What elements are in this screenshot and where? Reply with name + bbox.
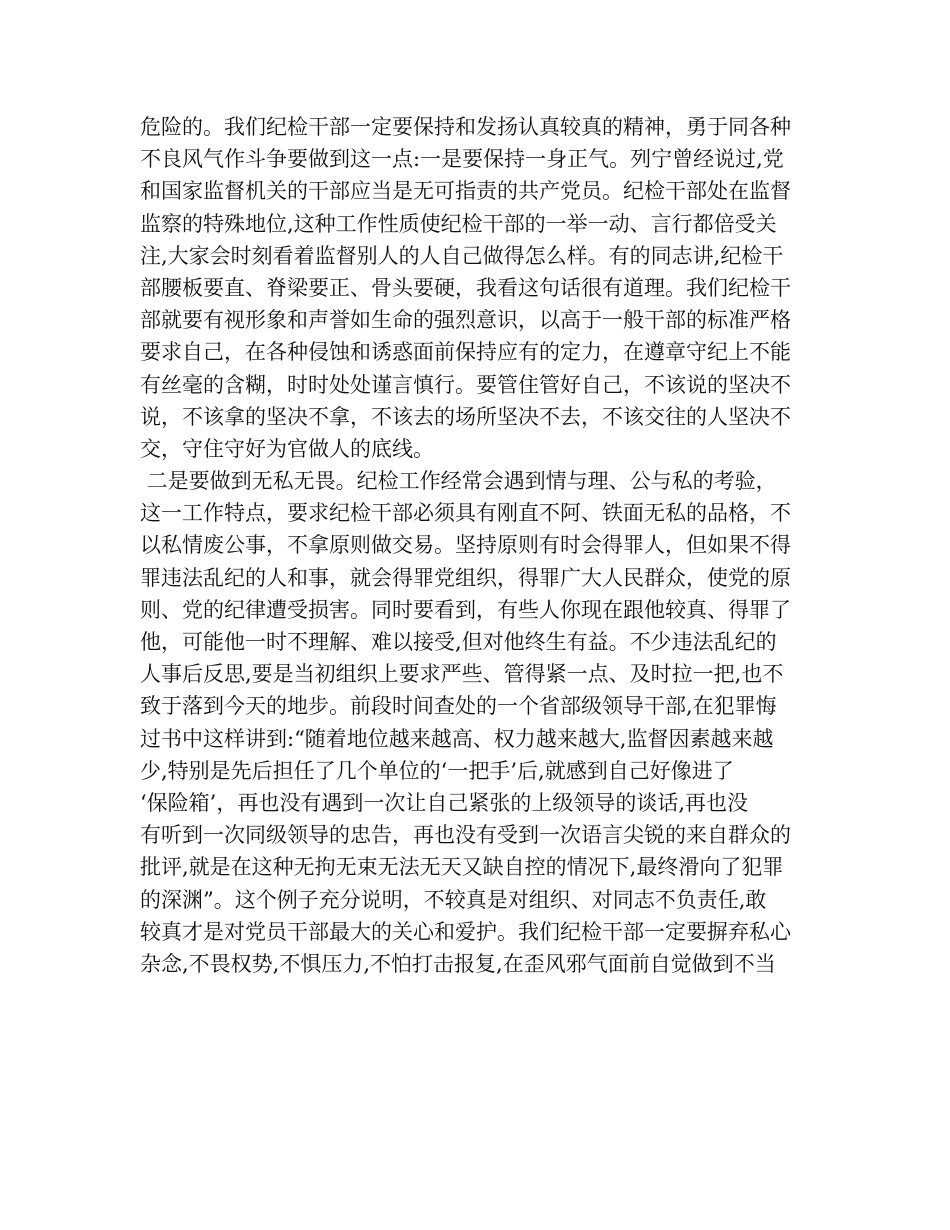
- text-line: 要求自己，在各种侵蚀和诱惑面前保持应有的定力，在遵章守纪上不能: [140, 340, 791, 365]
- text-line: 人事后反思,要是当初组织上要求严些、管得紧一点、及时拉一把,也不: [140, 662, 784, 687]
- text-line: 有丝毫的含糊，时时处处谨言慎行。要管住管好自己，不该说的坚决不: [140, 372, 791, 397]
- text-line: 过书中这样讲到:“随着地位越来越高、权力越来越大,监督因素越来越: [140, 726, 774, 751]
- text-line: 二是要做到无私无畏。纪检工作经常会遇到情与理、公与私的考验，: [140, 469, 777, 494]
- text-line: 有听到一次同级领导的忠告，再也没有受到一次语言尖锐的来自群众的: [140, 823, 791, 848]
- text-line: 以私情废公事，不拿原则做交易。坚持原则有时会得罪人，但如果不得: [140, 533, 791, 558]
- text-line: 这一工作特点，要求纪检干部必须具有刚直不阿、铁面无私的品格，不: [140, 501, 791, 526]
- text-line: 杂念,不畏权势,不惧压力,不怕打击报复,在歪风邪气面前自觉做到不当: [140, 951, 776, 976]
- text-line: 批评,就是在这种无拘无束无法无天又缺自控的情况下,最终滑向了犯罪: [140, 855, 784, 880]
- text-line: 说，不该拿的坚决不拿，不该去的场所坚决不去，不该交往的人坚决不: [140, 404, 791, 429]
- text-line: 不良风气作斗争要做到这一点:一是要保持一身正气。列宁曾经说过,党: [140, 147, 784, 172]
- text-line: 交，守住守好为官做人的底线。: [140, 436, 434, 461]
- text-line: ‘保险箱’，再也没有遇到一次让自己紧张的上级领导的谈话,再也没: [140, 790, 749, 815]
- text-line: 监察的特殊地位,这种工作性质使纪检干部的一举一动、言行都倍受关: [140, 211, 777, 236]
- text-line: 危险的。我们纪检干部一定要保持和发扬认真较真的精神，勇于同各种: [140, 115, 791, 139]
- text-line: 罪违法乱纪的人和事，就会得罪党组织，得罪广大人民群众，使党的原: [140, 565, 791, 590]
- text-line: 部就要有视形象和声誉如生命的强烈意识，以高于一般干部的标准严格: [140, 308, 791, 333]
- text-line: 的深渊”。这个例子充分说明，不较真是对组织、对同志不负责任,敢: [140, 887, 767, 912]
- text-line: 他，可能他一时不理解、难以接受,但对他终生有益。不少违法乱纪的: [140, 630, 777, 654]
- text-line: 部腰板要直、脊梁要正、骨头要硬，我看这句话很有道理。我们纪检干: [140, 275, 791, 300]
- text-line: 则、党的纪律遭受损害。同时要看到，有些人你现在跟他较真、得罪了: [140, 597, 791, 622]
- text-line: 致于落到今天的地步。前段时间查处的一个省部级领导干部,在犯罪悔: [140, 694, 777, 719]
- text-line: 和国家监督机关的干部应当是无可指责的共产党员。纪检干部处在监督: [140, 179, 791, 204]
- text-line: 较真才是对党员干部最大的关心和爱护。我们纪检干部一定要摒弃私心: [140, 919, 791, 944]
- text-line: 少,特别是先后担任了几个单位的‘一把手’后,就感到自己好像进了: [140, 758, 734, 783]
- body-text: [140, 111, 820, 980]
- text-line: 注,大家会时刻看着监督别人的人自己做得怎么样。有的同志讲,纪检干: [140, 243, 784, 268]
